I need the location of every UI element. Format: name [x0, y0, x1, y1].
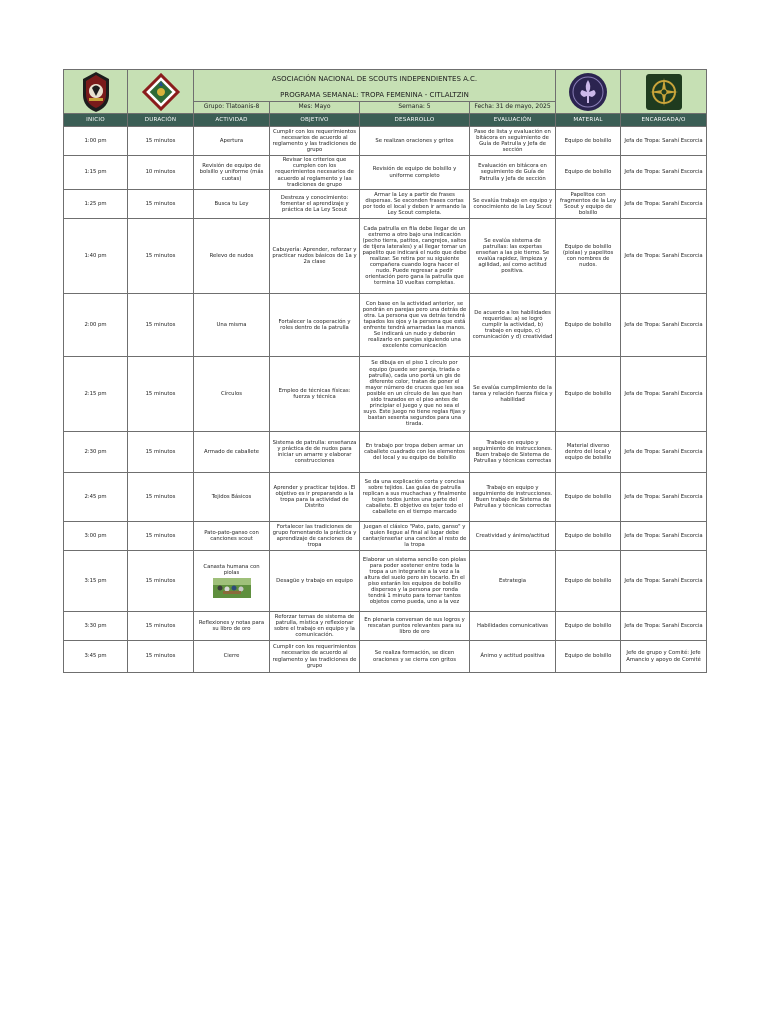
table-row: [64, 551, 707, 612]
objective-cell: Cabuyería: Aprender, reforzar y practicar nudos básicos de 1a y 2a clase: [270, 219, 360, 294]
activity-photo: [213, 578, 251, 598]
column-header: ACTIVIDAD: [194, 114, 270, 127]
start-time-cell: 2:30 pm: [64, 432, 128, 473]
development-cell: Cada patrulla en fila debe llegar de un extremo a otro bajo una indicación (pecho tierra, patitos, cangrejos, saltos de tijera laterales) y al llegar tomar un papelito que indicará el nudo que debe realizar. Se retira por su siguiente compañera cuando logra hacer el nudo. Puede regresar a pedir orientación pero gana la patrulla que termina 10 vueltas completas.: [360, 219, 470, 294]
group-crest-icon: [80, 71, 112, 113]
column-header: EVALUACIÓN: [470, 114, 556, 127]
material-cell: Equipo de bolsillo: [556, 612, 621, 641]
duration-cell: 10 minutos: [128, 156, 194, 190]
table-row: [64, 190, 707, 219]
evaluation-cell: Trabajo en equipo y seguimiento de instrucciones. Buen trabajo de Sistema de Patrullas y técnicas correctas: [470, 473, 556, 522]
development-cell: Elaborar un sistema sencillo con piolas para poder sostener entre toda la tropa a un integrante a la vez a la altura del suelo pero sin tocarlo. En el piso estarán los equipos de bolsillo dispersos y la persona por ronda tendrá 1 minuto para tomar tantos objetos como pueda, uno a la vez: [360, 551, 470, 612]
table-row: [64, 357, 707, 432]
responsible-cell: Jefa de Tropa: Sarahí Escorcia: [621, 551, 707, 612]
development-cell: Revisión de equipo de bolsillo y uniforme completo: [360, 156, 470, 190]
material-cell: Equipo de bolsillo: [556, 522, 621, 551]
evaluation-cell: Se evalúa trabajo en equipo y conocimiento de la Ley Scout: [470, 190, 556, 219]
material-cell: Equipo de bolsillo: [556, 127, 621, 156]
development-cell: En trabajo por tropa deben armar un caballete cuadrado con los elementos del local y su equipo de bolsillo: [360, 432, 470, 473]
evaluation-cell: Ánimo y actitud positiva: [470, 641, 556, 673]
responsible-cell: Jefa de Tropa: Sarahí Escorcia: [621, 432, 707, 473]
responsible-cell: Jefa de Tropa: Sarahí Escorcia: [621, 357, 707, 432]
responsible-cell: Jefa de Tropa: Sarahí Escorcia: [621, 612, 707, 641]
compass-emblem-icon: [644, 72, 684, 112]
evaluation-cell: Estrategia: [470, 551, 556, 612]
duration-cell: 15 minutos: [128, 357, 194, 432]
column-header: ENCARGADA/O: [621, 114, 707, 127]
material-cell: Equipo de bolsillo: [556, 357, 621, 432]
material-cell: Equipo de bolsillo (piolas) y papelitos con nombres de nudos.: [556, 219, 621, 294]
table-row: [64, 127, 707, 156]
column-header: DURACIÓN: [128, 114, 194, 127]
development-cell: Juegan el clásico "Pato, pato, ganso" y quien llegue al final al lugar debe cantar/enseñar una canción al resto de la tropa: [360, 522, 470, 551]
responsible-cell: Jefa de Tropa: Sarahí Escorcia: [621, 294, 707, 357]
column-header-row: [64, 114, 707, 127]
duration-cell: 15 minutos: [128, 432, 194, 473]
week-info: Semana: 5: [360, 102, 470, 114]
duration-cell: 15 minutos: [128, 612, 194, 641]
material-cell: Equipo de bolsillo: [556, 473, 621, 522]
logo-cell-left-1: [64, 70, 128, 114]
start-time-cell: 3:45 pm: [64, 641, 128, 673]
group-info: Grupo: Tlatoanis-8: [194, 102, 270, 114]
objective-cell: Fortalecer la cooperación y roles dentro de la patrulla: [270, 294, 360, 357]
activity-label: Canasta humana con piolas: [203, 563, 260, 576]
activity-cell: Reflexiones y notas para su libro de oro: [194, 612, 270, 641]
activity-cell: Círculos: [194, 357, 270, 432]
activity-cell: Armado de caballete: [194, 432, 270, 473]
development-cell: Se realiza formación, se dicen oraciones y se cierra con gritos: [360, 641, 470, 673]
month-info: Mes: Mayo: [270, 102, 360, 114]
start-time-cell: 1:15 pm: [64, 156, 128, 190]
material-cell: Equipo de bolsillo: [556, 156, 621, 190]
logo-cell-left-2: [128, 70, 194, 114]
material-cell: Equipo de bolsillo: [556, 294, 621, 357]
program-rows: [64, 127, 707, 673]
evaluation-cell: Se evalúa sistema de patrullas: las expertas enseñan a las pie tierno. Se evalúa rapidez, limpieza y agilidad, así como actitud positiva.: [470, 219, 556, 294]
table-row: [64, 641, 707, 673]
responsible-cell: Jefa de Tropa: Sarahí Escorcia: [621, 219, 707, 294]
column-header: DESARROLLO: [360, 114, 470, 127]
objective-cell: Empleo de técnicas físicas: fuerza y técnica: [270, 357, 360, 432]
material-cell: Material diverso dentro del local y equipo de bolsillo: [556, 432, 621, 473]
start-time-cell: 1:25 pm: [64, 190, 128, 219]
table-row: [64, 473, 707, 522]
start-time-cell: 2:00 pm: [64, 294, 128, 357]
activity-cell: Cierre: [194, 641, 270, 673]
evaluation-cell: Evaluación en bitácora en seguimiento de Guía de Patrulla y Jefa de sección: [470, 156, 556, 190]
objective-cell: Reforzar temas de sistema de patrulla, mística y reflexionar sobre el trabajo en equipo y la comunicación.: [270, 612, 360, 641]
duration-cell: 15 minutos: [128, 219, 194, 294]
fleur-de-lis-emblem-icon: [568, 72, 608, 112]
column-header: MATERIAL: [556, 114, 621, 127]
objective-cell: Fortalecer las tradiciones de grupo fomentando la práctica y aprendizaje de canciones de tropa: [270, 522, 360, 551]
development-cell: Se realizan oraciones y gritos: [360, 127, 470, 156]
activity-cell: Apertura: [194, 127, 270, 156]
evaluation-cell: De acuerdo a los habilidades requeridas: a) se logró cumplir la actividad, b) trabajo en equipo, c) comunicación y d) creatividad: [470, 294, 556, 357]
start-time-cell: 1:40 pm: [64, 219, 128, 294]
table-row: [64, 612, 707, 641]
table-row: [64, 156, 707, 190]
weekly-program-table: [63, 69, 707, 673]
material-cell: Papelitos con fragmentos de la Ley Scout y equipo de bolsillo: [556, 190, 621, 219]
objective-cell: Cumplir con los requerimientos necesarios de acuerdo al reglamento y las tradiciones de grupo: [270, 127, 360, 156]
evaluation-cell: Pase de lista y evaluación en bitácora en seguimiento de Guía de Patrulla y Jefa de sección: [470, 127, 556, 156]
responsible-cell: Jefa de Tropa: Sarahí Escorcia: [621, 156, 707, 190]
duration-cell: 15 minutos: [128, 551, 194, 612]
duration-cell: 15 minutos: [128, 522, 194, 551]
evaluation-cell: Trabajo en equipo y seguimiento de instrucciones. Buen trabajo de Sistema de Patrullas y técnicas correctas: [470, 432, 556, 473]
objective-cell: Destreza y conocimiento: fomentar el aprendizaje y práctica de La Ley Scout: [270, 190, 360, 219]
activity-cell: [194, 551, 270, 612]
objective-cell: Aprender y practicar tejidos. El objetivo es ir preparando a la tropa para la actividad de Distrito: [270, 473, 360, 522]
objective-cell: Cumplir con los requerimientos necesarios de acuerdo al reglamento y las tradiciones de grupo: [270, 641, 360, 673]
duration-cell: 15 minutos: [128, 473, 194, 522]
objective-cell: Desagüe y trabajo en equipo: [270, 551, 360, 612]
evaluation-cell: Habilidades comunicativas: [470, 612, 556, 641]
responsible-cell: Jefa de Tropa: Sarahí Escorcia: [621, 190, 707, 219]
activity-cell: Tejidos Básicos: [194, 473, 270, 522]
material-cell: Equipo de bolsillo: [556, 641, 621, 673]
start-time-cell: 2:45 pm: [64, 473, 128, 522]
duration-cell: 15 minutos: [128, 190, 194, 219]
activity-cell: Busca tu Ley: [194, 190, 270, 219]
duration-cell: 15 minutos: [128, 294, 194, 357]
responsible-cell: Jefe de grupo y Comité: Jefe Amancio y apoyo de Comité: [621, 641, 707, 673]
evaluation-cell: Se evalúa cumplimiento de la tarea y relación fuerza física y habilidad: [470, 357, 556, 432]
duration-cell: 15 minutos: [128, 127, 194, 156]
responsible-cell: Jefa de Tropa: Sarahí Escorcia: [621, 522, 707, 551]
start-time-cell: 3:30 pm: [64, 612, 128, 641]
program-sheet: [63, 69, 706, 673]
development-cell: Se dibuja en el piso 1 círculo por equipo (puede ser pareja, triada o patrulla), cada uno portá un gis de diferente color, tratan de poner el mayor número de cruces que les sea posible en un círculo de las que han sido trazados en el piso antes de principiar el juego y que no sea el suyo. Este juego no tiene reglas fijas y bastan sesenta segundos para una tirada.: [360, 357, 470, 432]
logo-cell-right-1: [556, 70, 621, 114]
table-row: [64, 294, 707, 357]
development-cell: En plenaria conversan de sus logros y rescatan puntos relevantes para su libro de oro: [360, 612, 470, 641]
material-cell: Equipo de bolsillo: [556, 551, 621, 612]
activity-cell: Relevo de nudos: [194, 219, 270, 294]
responsible-cell: Jefa de Tropa: Sarahí Escorcia: [621, 127, 707, 156]
activity-cell: Pato-pato-ganso con canciones scout: [194, 522, 270, 551]
start-time-cell: 3:00 pm: [64, 522, 128, 551]
table-row: [64, 522, 707, 551]
evaluation-cell: Creatividad y ánimo/actitud: [470, 522, 556, 551]
responsible-cell: Jefa de Tropa: Sarahí Escorcia: [621, 473, 707, 522]
objective-cell: Revisar los criterios que cumplen con los requerimientos necesarios de acuerdo al reglamento y las tradiciones de grupo: [270, 156, 360, 190]
activity-cell: Una misma: [194, 294, 270, 357]
logo-cell-right-2: [621, 70, 707, 114]
start-time-cell: 2:15 pm: [64, 357, 128, 432]
table-row: [64, 432, 707, 473]
table-row: [64, 219, 707, 294]
column-header: INICIO: [64, 114, 128, 127]
diamond-badge-icon: [141, 72, 181, 112]
column-header: OBJETIVO: [270, 114, 360, 127]
objective-cell: Sistema de patrulla: enseñanza y práctica de de nudos para iniciar un amarre y elaborar construcciones: [270, 432, 360, 473]
date-info: Fecha: 31 de mayo, 2025: [470, 102, 556, 114]
activity-cell: Revisión de equipo de bolsillo y uniforme (más cuotas): [194, 156, 270, 190]
development-cell: Con base en la actividad anterior, se pondrán en parejas pero una detrás de otra. La persona que va detrás tendrá tapados los ojos y la persona que está enfrente tendrá amarradas las manos. Se indicará un nudo y deberán realizarlo en parejas siguiendo una excelente comunicación: [360, 294, 470, 357]
duration-cell: 15 minutos: [128, 641, 194, 673]
development-cell: Armar la Ley a partir de frases dispersas. Se esconden frases cortas por todo el local y deben ir armando la Ley Scout completa.: [360, 190, 470, 219]
start-time-cell: 3:15 pm: [64, 551, 128, 612]
program-subtitle: PROGRAMA SEMANAL: TROPA FEMENINA - CITLALTZIN: [194, 90, 556, 102]
development-cell: Se da una explicación corta y concisa sobre tejidos. Las guías de patrulla replican a sus muchachas y finalmente tejen todos juntos una parte del caballete. El objetivo es tejer todo el caballete en el tiempo marcado: [360, 473, 470, 522]
association-title: ASOCIACIÓN NACIONAL DE SCOUTS INDEPENDIENTES A.C.: [194, 70, 556, 90]
start-time-cell: 1:00 pm: [64, 127, 128, 156]
